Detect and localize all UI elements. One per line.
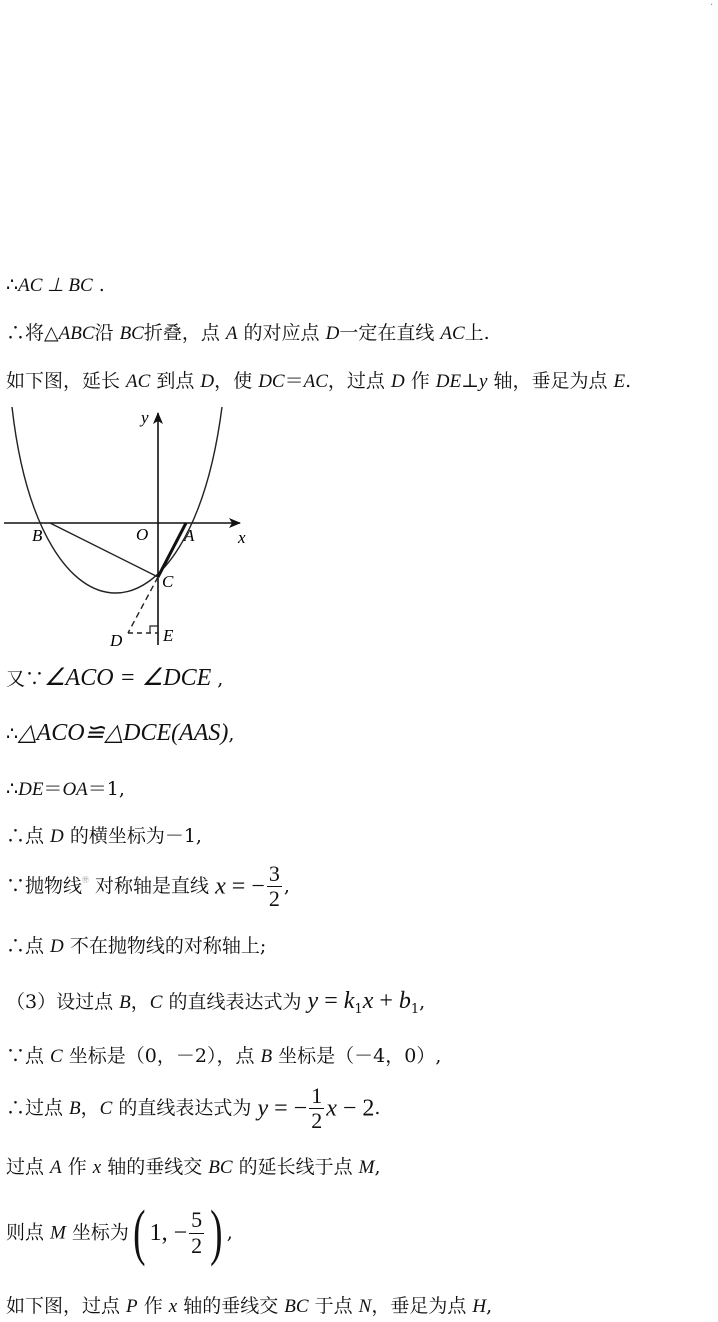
corner-dot: · <box>710 0 714 11</box>
line-d-not-on-axis: ∴点 D 不在抛物线的对称轴上; <box>6 935 267 957</box>
fraction-5-over-2: $\frac{5}{2}$ <box>191 1207 203 1258</box>
label-a: A <box>184 526 195 545</box>
parabola-curve <box>12 407 222 593</box>
line-congruent: ∴△ACO≌△DCE(AAS), <box>6 720 235 746</box>
line-axis-of-symmetry: ∵抛物线㊕ 对称轴是直线 x = − $\frac{3}{2}$ , <box>6 861 290 912</box>
line-fold-abc: ∴将△ABC沿 BC折叠，点 A 的对应点 D一定在直线 AC上. <box>6 322 490 344</box>
line-perpendicular-at-p: 如下图，过点 P 作 x 轴的垂线交 BC 于点 N，垂足为点 H, <box>6 1295 493 1317</box>
line-coordinates-bc: ∵点 C 坐标是（0，－2），点 B 坐标是（－4，0）, <box>6 1045 442 1067</box>
right-angle-mark <box>150 626 158 633</box>
label-c: C <box>162 572 174 591</box>
line-extend-ac: 如下图，延长 AC 到点 D，使 DC＝AC，过点 D 作 DE⊥y 轴，垂足为点 E. <box>6 370 632 392</box>
line-de-oa: ∴DE＝OA＝1, <box>6 778 125 800</box>
label-b: B <box>32 526 43 545</box>
line-m-coordinates: 则点 M 坐标为( 1, − $\frac{5}{2}$ ) , <box>6 1199 233 1267</box>
line-perpendicular-at-a: 过点 A 作 x 轴的垂线交 BC 的延长线于点 M, <box>6 1156 381 1178</box>
label-e: E <box>163 626 174 645</box>
line-d-abscissa: ∴点 D 的横坐标为－1, <box>6 825 202 847</box>
line-ac-perp-bc: ∴AC ⊥ BC . <box>6 274 105 296</box>
label-o: O <box>136 525 149 544</box>
label-d: D <box>110 631 123 650</box>
line-angle-equal: 又∵∠ACO = ∠DCE , <box>6 665 224 691</box>
label-y: y <box>141 408 149 427</box>
line-part3-setup: （3）设过点 B，C 的直线表达式为 $y = k_1x + b_1$, <box>6 988 426 1017</box>
segment-ac <box>158 523 186 577</box>
line-bc-expression: ∴过点 B，C 的直线表达式为 y = − $\frac{1}{2}$ x − 2. <box>6 1083 381 1134</box>
fraction-1-over-2: $\frac{1}{2}$ <box>311 1083 323 1134</box>
label-x: x <box>238 528 246 547</box>
fraction-3-over-2: $\frac{3}{2}$ <box>268 861 280 912</box>
parabola-figure <box>0 405 260 650</box>
